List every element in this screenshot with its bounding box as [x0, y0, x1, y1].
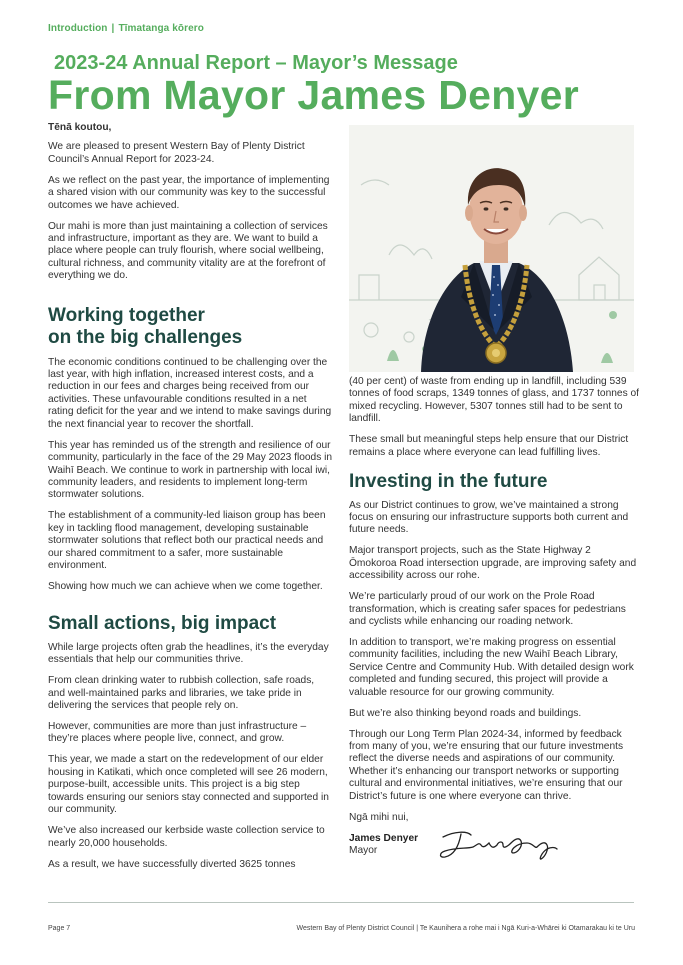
body-paragraph: The economic conditions continued to be challenging over the last year, with high inflation, increased interest costs, and a reduction in our fees and charges being received from our activities. These unfavourable conditions resulted in a net rating deficit for the year and we intend to make savings during the next financial year to recover the shortfall.	[48, 356, 332, 430]
heading-working-together	[48, 305, 333, 350]
breadcrumb-maori: Tīmatanga kōrero	[118, 23, 204, 34]
page-title: From Mayor James Denyer	[48, 72, 580, 118]
intro-paragraph: As we reflect on the past year, the importance of implementing a shared vision with our community was key to the successful outcomes we have achieved.	[48, 174, 330, 211]
footer-divider	[48, 902, 634, 903]
body-paragraph: Major transport projects, such as the State Highway 2 Ōmokoroa Road intersection upgrade, are improving safety and accessibility across our rohe.	[349, 545, 637, 582]
heading-small-actions: Small actions, big impact	[48, 613, 277, 635]
left-column	[48, 122, 333, 880]
breadcrumb	[48, 23, 204, 34]
heading-investing-future: Investing in the future	[349, 471, 548, 493]
body-paragraph: As a result, we have successfully diverted 3625 tonnes	[48, 858, 296, 870]
body-paragraph: (40 per cent) of waste from ending up in landfill, including 539 tonnes of food scraps, 1349 tonnes of glass, and 1737 tonnes of mixed recycling. However, 5307 tonnes still had to be sent to landfill.	[349, 376, 639, 425]
body-paragraph: While large projects often grab the headlines, it’s the everyday essentials that help our communities thrive.	[48, 641, 329, 666]
body-paragraph: As our District continues to grow, we’ve maintained a strong focus on ensuring our infrastructure supports both current and future needs.	[349, 499, 629, 536]
heading-line: on the big challenges	[48, 327, 243, 349]
greeting: Tēnā koutou,	[48, 122, 112, 133]
mayor-portrait-illustration	[349, 125, 634, 372]
page-subtitle: 2023-24 Annual Report – Mayor’s Message	[54, 52, 458, 74]
page-number: Page 7	[48, 925, 71, 932]
body-paragraph: From clean drinking water to rubbish collection, safe roads, and well-maintained parks and libraries, we take pride in delivering the services that people rely on.	[48, 675, 315, 712]
body-paragraph: We’ve also increased our kerbside waste collection service to nearly 20,000 households.	[48, 825, 325, 849]
intro-paragraph: Our mahi is more than just maintaining a collection of services and infrastructure, important as they are. We want to build a place where people can truly flourish, where social wellbeing, cultural richness, and community vitality are at the forefront of everything we do.	[48, 220, 328, 282]
signoff: Ngā mihi nui,	[349, 811, 409, 823]
signature-block	[349, 833, 639, 873]
body-paragraph: This year has reminded us of the strength and resilience of our community, particularly in the face of the 29 May 2023 floods in Waihī Beach. We continue to work in partnership with local iwi, community leaders, and residents to implement long-term stormwater solutions.	[48, 439, 333, 501]
heading-line: Working together	[48, 304, 205, 326]
body-paragraph: The establishment of a community-led liaison group has been key in tackling flood management, developing sustainable stormwater solutions that reflect both our practical needs and our shared commitment to a safer, more sustainable environment.	[48, 510, 326, 571]
mayor-photo	[349, 125, 634, 372]
body-paragraph: But we’re also thinking beyond roads and buildings.	[349, 707, 582, 719]
breadcrumb-separator: |	[111, 23, 115, 34]
signer-role: Mayor	[349, 845, 378, 857]
body-paragraph: This year, we made a start on the redevelopment of our elder housing in Katikati, which once completed will see 26 modern, purpose-built, accessible units. This project is a big step towards ensuring our seniors stay connected and supported in our community.	[48, 754, 329, 816]
signer-name: James Denyer	[349, 832, 419, 844]
footer-organisation: Western Bay of Plenty District Council | Te Kaunihera a rohe mai i Ngā Kuri-a-Whārei ki Otamarakau ki te Uru	[296, 925, 635, 932]
handwritten-signature	[437, 825, 562, 865]
breadcrumb-section: Introduction	[48, 23, 108, 34]
body-paragraph: These small but meaningful steps help ensure that our District remains a place where everyone can lead fulfilling lives.	[349, 434, 629, 458]
body-paragraph: In addition to transport, we’re making progress on essential community facilities, including the new Waihī Beach Library, Service Centre and Community Hub. With detailed design work completed and funding secured, this project will provide a valuable resource for our growing community.	[349, 636, 634, 698]
body-paragraph: We’re particularly proud of our work on the Prole Road transformation, which is creating safer spaces for pedestrians and cyclists while enhancing our roading network.	[349, 591, 626, 627]
body-paragraph: Through our Long Term Plan 2024-34, informed by feedback from many of you, we’re ensuring that our future investments reflect the diverse needs and aspirations of our community. Whether it’s enhancing our transport networks or supporting cultural and environmental initiatives, we’re ensuring that our District’s future is one where everyone can thrive.	[349, 728, 624, 802]
body-paragraph: Showing how much we can achieve when we come together.	[48, 580, 323, 592]
right-column	[349, 376, 639, 873]
body-paragraph: However, communities are more than just infrastructure – they’re places where people live, connect, and grow.	[48, 721, 307, 745]
intro-paragraph: We are pleased to present Western Bay of Plenty District Council’s Annual Report for 2023-24.	[48, 141, 305, 165]
